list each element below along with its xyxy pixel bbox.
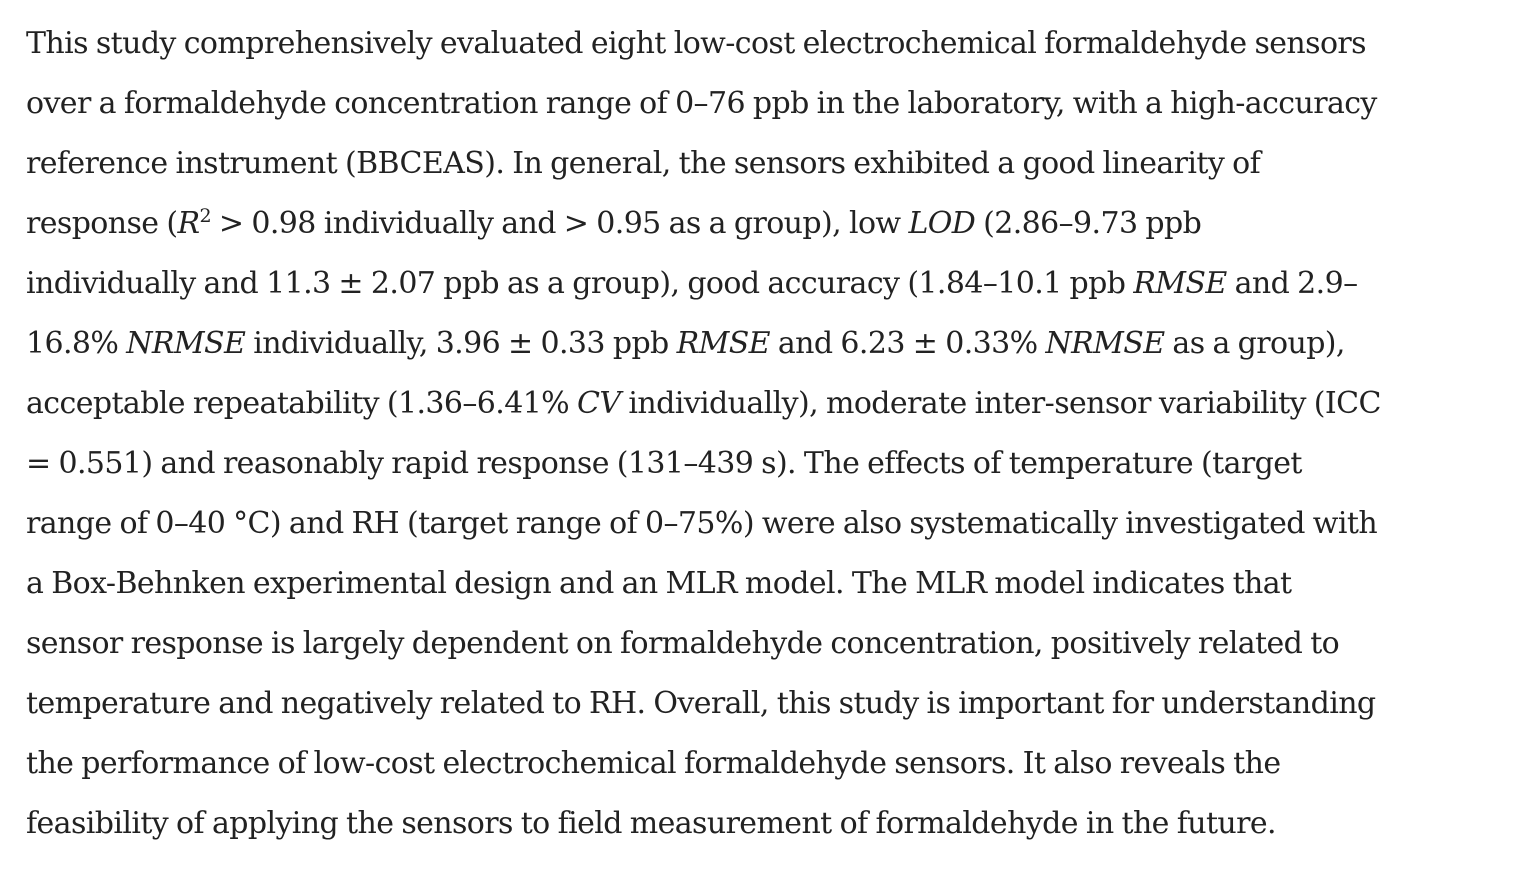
text-run: range of 0–40 °C) and RH (target range of 0–75%) were also systematically investigated with bbox=[26, 506, 1378, 541]
text-line bbox=[26, 554, 1506, 614]
text-run: a Box-Behnken experimental design and an MLR model. The MLR model indicates that bbox=[26, 566, 1292, 601]
italic-term: CV bbox=[577, 386, 621, 421]
text-run: acceptable repeatability (1.36–6.41% bbox=[26, 386, 578, 421]
text-line bbox=[26, 134, 1506, 194]
text-line bbox=[26, 734, 1506, 794]
text-line bbox=[26, 674, 1506, 734]
text-run: sensor response is largely dependent on formaldehyde concentration, positively related to bbox=[26, 626, 1340, 661]
text-run: individually), moderate inter-sensor variability (ICC bbox=[620, 386, 1381, 421]
text-run: the performance of low-cost electrochemical formaldehyde sensors. It also reveals the bbox=[26, 746, 1281, 781]
abstract-paragraph bbox=[26, 14, 1506, 854]
text-run: and 6.23 ± 0.33% bbox=[769, 326, 1046, 361]
superscript: 2 bbox=[199, 205, 211, 227]
text-run: individually and 11.3 ± 2.07 ppb as a group), good accuracy (1.84–10.1 ppb bbox=[26, 266, 1134, 301]
text-run: > 0.98 individually and > 0.95 as a group), low bbox=[210, 206, 909, 241]
text-line bbox=[26, 374, 1506, 434]
text-line bbox=[26, 434, 1506, 494]
italic-term: R bbox=[177, 206, 200, 241]
text-run: This study comprehensively evaluated eight low-cost electrochemical formaldehyde sensors bbox=[26, 26, 1366, 61]
text-run: temperature and negatively related to RH. Overall, this study is important for understanding bbox=[26, 686, 1376, 721]
text-line bbox=[26, 794, 1506, 854]
document-page bbox=[26, 14, 1506, 854]
text-run: individually, 3.96 ± 0.33 ppb bbox=[245, 326, 677, 361]
text-run: over a formaldehyde concentration range of 0–76 ppb in the laboratory, with a high-accuracy bbox=[26, 86, 1377, 121]
text-run: response ( bbox=[26, 206, 178, 241]
text-run: and 2.9– bbox=[1226, 266, 1358, 301]
text-run: as a group), bbox=[1164, 326, 1345, 361]
text-line bbox=[26, 614, 1506, 674]
text-line bbox=[26, 194, 1506, 254]
italic-term: LOD bbox=[908, 206, 976, 241]
text-run: (2.86–9.73 ppb bbox=[975, 206, 1202, 241]
italic-term: NRMSE bbox=[126, 326, 246, 361]
text-run: reference instrument (BBCEAS). In general, the sensors exhibited a good linearity of bbox=[26, 146, 1261, 181]
text-run: 16.8% bbox=[26, 326, 127, 361]
text-line bbox=[26, 254, 1506, 314]
text-run: = 0.551) and reasonably rapid response (131–439 s). The effects of temperature (target bbox=[26, 446, 1302, 481]
italic-term: RMSE bbox=[676, 326, 770, 361]
text-line bbox=[26, 314, 1506, 374]
italic-term: RMSE bbox=[1133, 266, 1227, 301]
text-line bbox=[26, 74, 1506, 134]
text-run: feasibility of applying the sensors to field measurement of formaldehyde in the future. bbox=[26, 806, 1276, 841]
text-line bbox=[26, 494, 1506, 554]
text-line bbox=[26, 14, 1506, 74]
italic-term: NRMSE bbox=[1045, 326, 1165, 361]
